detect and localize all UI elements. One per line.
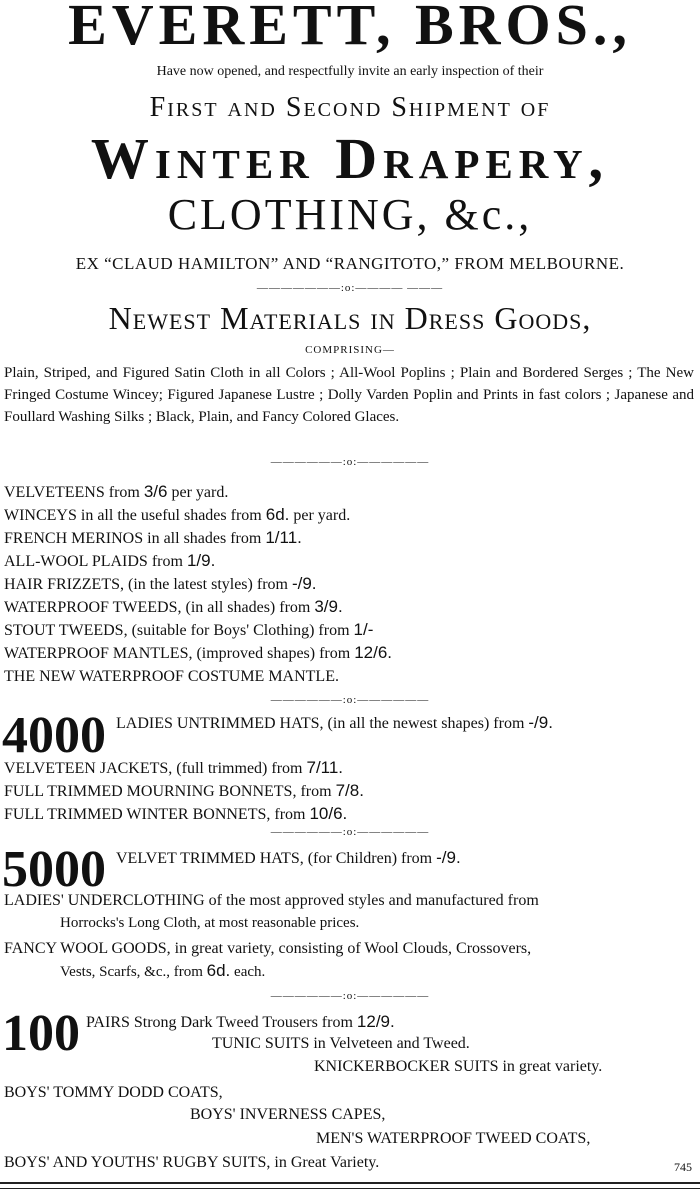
price-list-item (4, 573, 317, 596)
divider: ——————:o:—————— (270, 456, 430, 468)
trousers-description (86, 1012, 395, 1032)
winter-drapery-heading: Winter Drapery, (90, 126, 610, 191)
price-list-item (4, 527, 302, 550)
item-text: WATERPROOF TWEEDS, (in all shades) from (4, 599, 315, 616)
trousers-quantity: 100 (2, 1005, 80, 1062)
divider: ——————:o:—————— (270, 694, 430, 706)
price-list-item (4, 596, 343, 619)
dress-goods-heading: Newest Materials in Dress Goods, (108, 300, 592, 336)
hats-description (116, 713, 553, 733)
price-list-item (4, 481, 228, 504)
item-price: 12/6. (354, 643, 393, 662)
underclothing-sub: Horrocks's Long Cloth, at most reasonable prices. (60, 915, 360, 931)
item-text: ALL-WOOL PLAIDS from (4, 553, 187, 570)
underclothing-main: LADIES' UNDERCLOTHING of the most approved styles and manufactured from (4, 892, 539, 909)
item-price: 7/8. (335, 781, 364, 800)
item-price: -/9. (291, 574, 317, 593)
item-text: STOUT TWEEDS, (suitable for Boys' Clothing) from (4, 622, 354, 639)
item-tail: per yard. (167, 484, 229, 501)
item-tail: per yard. (289, 507, 351, 524)
wool-goods-entry (4, 938, 694, 983)
item-text: FULL TRIMMED WINTER BONNETS, from (4, 806, 310, 823)
item-text: WATERPROOF MANTLES, (improved shapes) from (4, 645, 355, 662)
inverness-capes: BOYS' INVERNESS CAPES, (190, 1106, 386, 1123)
tommy-dodd-coats: BOYS' TOMMY DODD COATS, (4, 1084, 223, 1101)
comprising-label: COMPRISING— (305, 344, 395, 356)
hats-text: LADIES UNTRIMMED HATS, (in all the newest shapes) from (116, 715, 529, 732)
price-list-item (4, 757, 343, 780)
item-price: 3/9. (314, 597, 343, 616)
price-list-item (4, 665, 339, 688)
velvet-quantity: 5000 (2, 841, 106, 898)
price-list-item (4, 504, 350, 527)
wool-price: 6d. (206, 961, 231, 980)
tunic-suits: TUNIC SUITS in Velveteen and Tweed. (212, 1035, 470, 1052)
item-text: HAIR FRIZZETS, (in the latest styles) from (4, 576, 292, 593)
item-price: 1/11. (265, 528, 302, 547)
price-list-item (4, 550, 215, 573)
trousers-price: 12/9. (356, 1012, 395, 1031)
item-text: VELVETEENS from (4, 484, 144, 501)
shipment-heading: First and Second Shipment of (149, 92, 551, 123)
divider: ———————:o:———— ——— (256, 282, 444, 294)
underclothing-entry (4, 890, 694, 934)
intro-line: Have now opened, and respectfully invite an early inspection of their (156, 64, 544, 79)
mens-waterproof-coats: MEN'S WATERPROOF TWEED COATS, (316, 1130, 591, 1147)
knickerbocker-suits: KNICKERBOCKER SUITS in great variety. (314, 1058, 603, 1075)
divider: ——————:o:—————— (270, 826, 430, 838)
item-price: 3/6 (143, 482, 168, 501)
item-text: THE NEW WATERPROOF COSTUME MANTLE. (4, 668, 339, 685)
velvet-price: -/9. (436, 848, 461, 867)
item-price: 1/9. (186, 551, 216, 570)
wool-sub-end: each. (230, 964, 266, 980)
divider: ——————:o:—————— (270, 990, 430, 1002)
bottom-rule (0, 1188, 700, 1189)
price-list-item (4, 619, 373, 642)
item-text: WINCEYS in all the useful shades from (4, 507, 266, 524)
item-text: FRENCH MERINOS in all shades from (4, 530, 266, 547)
ship-source-line: EX “CLAUD HAMILTON” AND “RANGITOTO,” FROM MELBOURNE. (75, 254, 625, 273)
clothing-heading: CLOTHING, &c., (167, 190, 533, 239)
dress-goods-description: Plain, Striped, and Figured Satin Cloth in all Colors ; All-Wool Poplins ; Plain and Bordered Serges ; The New Fringed Costume Wincey; Figured Japanese Lustre ; Dolly Varden Poplin and Prints in fast colors ; Japanese and Foullard Washing Silks ; Black, Plain, and Fancy Colored Glaces. (4, 365, 694, 425)
price-list-item (4, 780, 364, 803)
item-price: 1/- (353, 620, 374, 639)
hats-quantity: 4000 (2, 707, 106, 764)
item-text: VELVETEEN JACKETS, (full trimmed) from (4, 760, 307, 777)
velvet-text: VELVET TRIMMED HATS, (for Children) from (116, 850, 437, 867)
page-number: 745 (674, 1160, 692, 1174)
bottom-rule (0, 1182, 700, 1184)
trousers-text: PAIRS Strong Dark Tweed Trousers from (86, 1014, 357, 1031)
firm-name: EVERETT, BROS., (68, 0, 632, 57)
velvet-description (116, 848, 461, 868)
price-list-item (4, 803, 347, 826)
rugby-suits: BOYS' AND YOUTHS' RUGBY SUITS, in Great Variety. (4, 1154, 380, 1171)
item-price: 7/11. (306, 758, 344, 777)
wool-sub: Vests, Scarfs, &c., from (60, 964, 207, 980)
item-price: 10/6. (309, 804, 348, 823)
item-text: FULL TRIMMED MOURNING BONNETS, from (4, 783, 336, 800)
item-price: 6d. (265, 505, 290, 524)
price-list-item (4, 642, 392, 665)
hats-price: -/9. (528, 713, 553, 732)
wool-main: FANCY WOOL GOODS, in great variety, consisting of Wool Clouds, Crossovers, (4, 940, 532, 957)
